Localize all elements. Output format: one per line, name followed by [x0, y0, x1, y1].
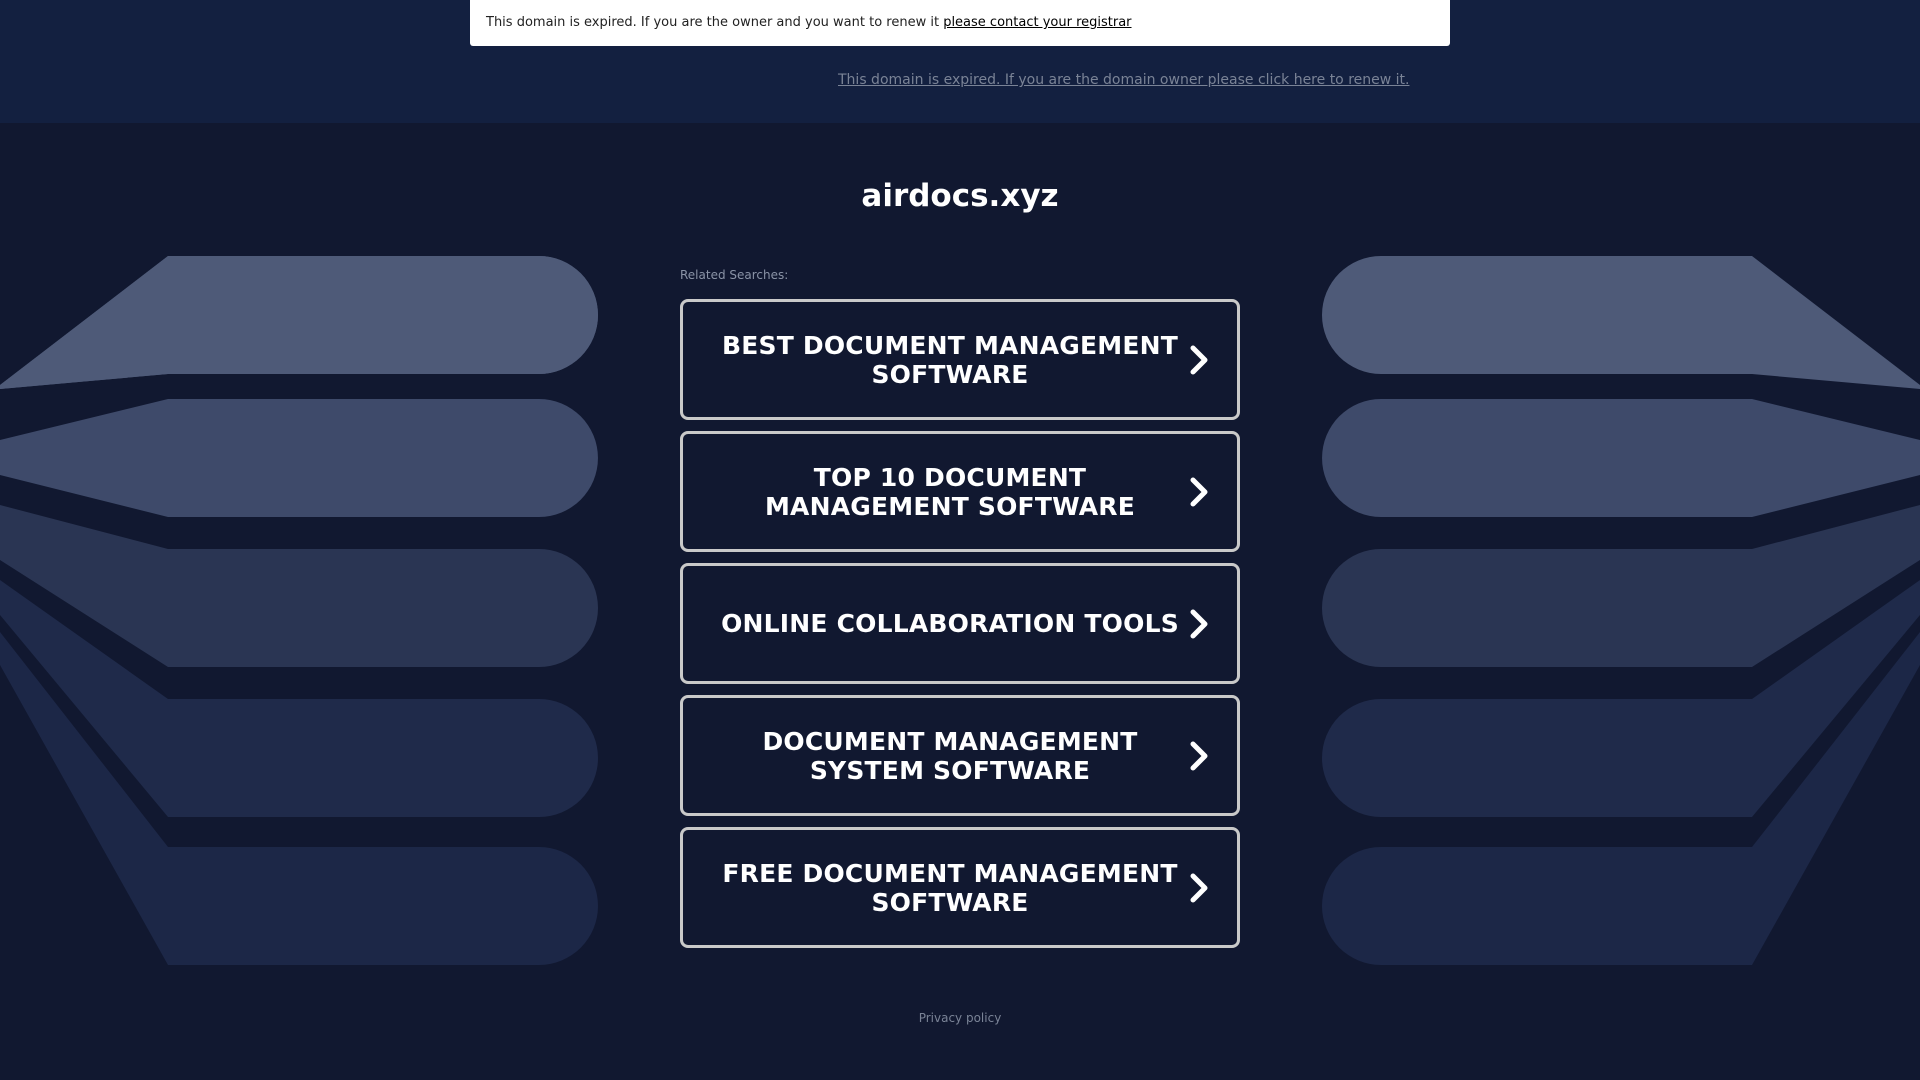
chevron-right-icon — [1185, 340, 1213, 380]
search-link-label: DOCUMENT MANAGEMENT SYSTEM SOFTWARE — [762, 726, 1138, 785]
chevron-right-icon — [1185, 604, 1213, 644]
search-link-best-document-management-software[interactable] — [680, 299, 1240, 420]
right-decoration — [1322, 256, 1920, 965]
search-link-online-collaboration-tools[interactable] — [680, 563, 1240, 684]
search-link-free-document-management-software[interactable] — [680, 827, 1240, 948]
search-link-top-10-document-management-software[interactable] — [680, 431, 1240, 552]
domain-title: airdocs.xyz — [861, 178, 1059, 214]
search-link-label: ONLINE COLLABORATION TOOLS — [721, 609, 1179, 638]
privacy-policy-link[interactable]: Privacy policy — [918, 1011, 1002, 1025]
contact-registrar-link[interactable]: please contact your registrar — [943, 15, 1132, 30]
expired-notice-bar — [470, 0, 1450, 46]
chevron-right-icon — [1185, 868, 1213, 908]
chevron-right-icon — [1185, 472, 1213, 512]
search-link-label: TOP 10 DOCUMENT MANAGEMENT SOFTWARE — [764, 462, 1136, 521]
chevron-right-icon — [1185, 736, 1213, 776]
search-link-label: BEST DOCUMENT MANAGEMENT SOFTWARE — [721, 330, 1178, 389]
left-decoration — [0, 256, 598, 965]
search-link-label: FREE DOCUMENT MANAGEMENT SOFTWARE — [722, 858, 1178, 917]
renew-domain-link[interactable]: This domain is expired. If you are the domain owner please click here to renew it. — [838, 72, 1410, 88]
expired-notice-text: This domain is expired. If you are the owner and you want to renew it — [486, 15, 944, 30]
search-link-document-management-system-software[interactable] — [680, 695, 1240, 816]
related-searches-list — [680, 299, 1240, 959]
related-searches-label: Related Searches: — [680, 268, 789, 282]
